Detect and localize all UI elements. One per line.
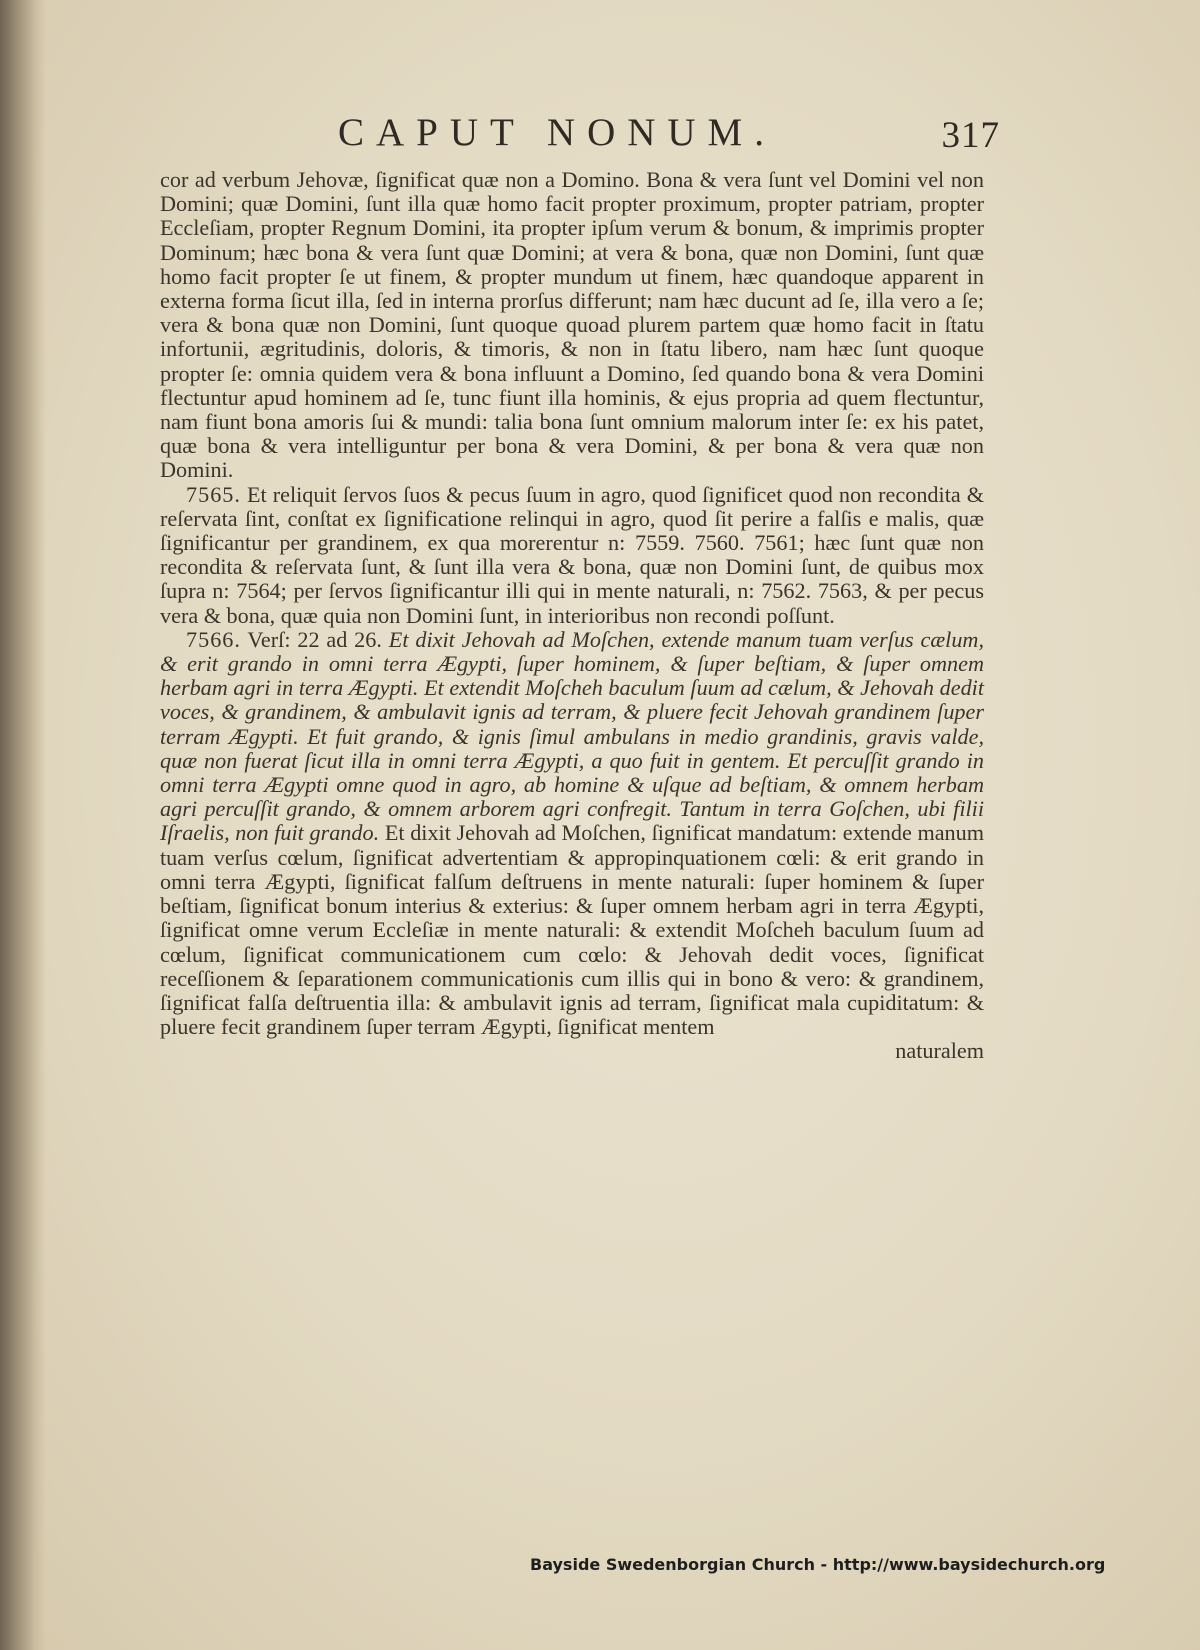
body-text: [160, 168, 984, 1064]
book-spine-shadow: [0, 0, 46, 1650]
paragraph-number: 7565.: [186, 481, 241, 507]
paragraph-text: Et reliquit ſervos ſuos & pecus ſuum in agro, quod ſignificet quod non recondita & reſervata ſint, conſtat ex ſignificatione relinqui in agro, quod ſit perire a falſis e malis, quæ ſignificantur per grandinem, ex qua morerentur n: 7559. 7560. 7561; hæc ſunt quæ non recondita & reſervata ſunt, & ſunt illa vera & bona, quæ non Domini ſunt, de quibus mox ſupra n: 7564; per ſervos ſignificantur illi qui in mente naturali, n: 7562. 7563, & per pecus vera & bona, quæ quia non Domini ſunt, in interioribus non recondi poſſunt.: [160, 481, 984, 628]
paragraph-continuation: [160, 168, 984, 483]
scripture-quotation: Et dixit Jehovah ad Moſchen, extende manum tuam verſus cælum, & erit grando in omni terra Ægypti, ſuper hominem, & ſuper beſtiam, & ſuper omnem herbam agri in terra Ægypti. Et extendit Moſcheh baculum ſuum ad cælum, & Jehovah dedit voces, & grandinem, & ambulavit ignis ad terram, & pluere fecit Jehovah grandinem ſuper terram Ægypti. Et fuit grando, & ignis ſimul ambulans in medio grandinis, gravis valde, quæ non fuerat ſicut illa in omni terra Ægypti, a quo fuit in gentem. Et percuſſit grando in omni terra Ægypti omne quod in agro, ab homine & uſque ad beſtiam, & omnem herbam agri percuſſit grando, & omnem arborem agri confregit. Tantum in terra Goſchen, ubi filii Iſraelis, non fuit grando.: [160, 626, 984, 846]
verse-reference: Verſ: 22 ad 26.: [247, 626, 382, 652]
footer-credit: Bayside Swedenborgian Church - http://www.baysidechurch.org: [530, 1555, 1106, 1574]
catchword: naturalem: [895, 1038, 984, 1064]
page-header: [160, 110, 1000, 160]
paragraph-text: cor ad verbum Jehovæ, ſignificat quæ non a Domino. Bona & vera ſunt vel Domini vel non Domini; quæ Domini, ſunt illa quæ homo facit propter proximum, propter patriam, propter Eccleſiam, propter Regnum Domini, ita propter ipſum verum & bonum, & imprimis propter Dominum; hæc bona & vera ſunt quæ Domini; at vera & bona, quæ non Domini, ſunt quæ homo facit propter ſe ut finem, & propter mundum ut finem, hæc quandoque apparent in externa forma ſicut illa, ſed in interna prorſus differunt; nam hæc ducunt ad ſe, illa vero a ſe; vera & bona quæ non Domini, ſunt quoque quoad plurem partem quæ homo facit in ſtatu infortunii, ægritudinis, doloris, & timoris, & non in ſtatu libero, nam hæc ſunt quoque propter ſe: omnia quidem vera & bona influunt a Domino, ſed quando bona & vera Domini flectuntur apud hominem ad ſe, tunc fiunt illa hominis, & ejus propria ad quem flectuntur, nam fiunt bona amoris ſui & mundi: talia bona ſunt omnium malorum inter ſe: ex his patet, quæ bona & vera intelliguntur per bona & vera Domini, & per bona & vera quæ non Domini.: [160, 167, 984, 483]
running-title: CAPUT NONUM.: [338, 111, 776, 154]
paragraph-7566: [160, 628, 984, 1039]
paragraph-number: 7566.: [186, 626, 241, 652]
page-number: 317: [941, 115, 1000, 156]
paragraph-7565: [160, 483, 984, 628]
paragraph-text: Et dixit Jehovah ad Moſchen, ſignificat mandatum: extende manum tuam verſus cœlum, ſignificat advertentiam & appropinquationem cœli: & erit grando in omni terra Ægypti, ſignificat falſum deſtruens in mente naturali: ſuper hominem & ſuper beſtiam, ſignificat bonum interius & exterius: & ſuper omnem herbam agri in terra Ægypti, ſignificat omne verum Eccleſiæ in mente naturali: & extendit Moſcheh baculum ſuum ad cœlum, ſignificat communicationem cum cœlo: & Jehovah dedit voces, ſignificat receſſionem & ſeparationem communicationis cum illis qui in bono & vero: & grandinem, ſignificat falſa deſtruentia illa: & ambulavit ignis ad terram, ſignificat mala cupiditatum: & pluere fecit grandinem ſuper terram Ægypti, ſignificat mentem: [160, 820, 985, 1040]
